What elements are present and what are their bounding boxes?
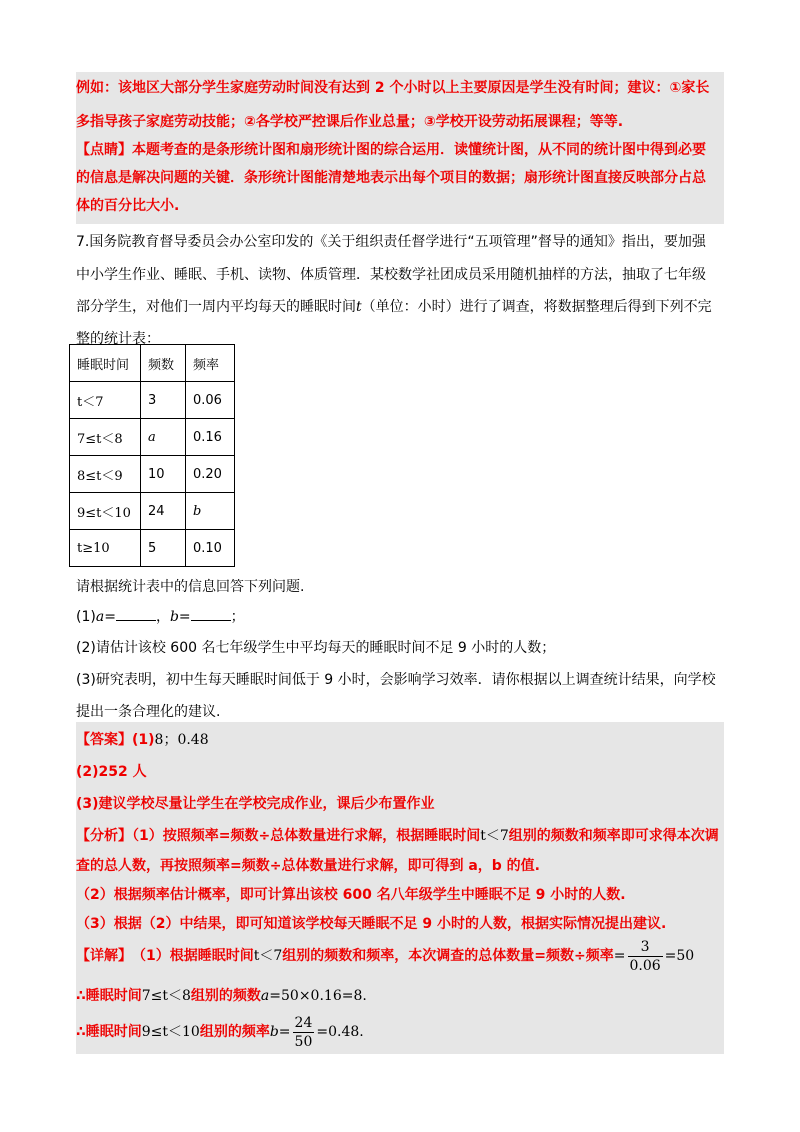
q1-eq-a: = [104, 609, 116, 625]
fraction-numerator: 24 [294, 1014, 313, 1031]
cell-frequency: a [141, 419, 186, 456]
detail-var-a: a [260, 988, 270, 1004]
question-line-3a: 部分学生，对他们一周内平均每天的睡眠时间 [76, 299, 356, 315]
cell-time: 8≤t＜9 [70, 456, 141, 493]
answer-1-value: 8；0.48 [154, 732, 209, 748]
subquestion-3-line-2: 提出一条合理化的建议. [76, 704, 221, 720]
detail-eq-1: = [613, 948, 626, 964]
detail-math-1: t＜7 [253, 948, 283, 964]
cell-time: 9≤t＜10 [70, 493, 141, 530]
analysis-label: 【分析】 [76, 828, 132, 844]
comment-line-1 [76, 140, 706, 160]
detail-text-2a: ∴睡眠时间 [76, 988, 142, 1004]
q1-eq-b: = [178, 609, 191, 625]
detail-math-3: 9≤t＜10 [141, 1024, 200, 1040]
instruction-line: 请根据统计表中的信息回答下列问题. [76, 579, 305, 595]
analysis-text-1a: （1）按照频率=频数÷总体数量进行求解，根据睡眠时间 [132, 828, 481, 844]
detail-text-3b: 组别的频率 [199, 1024, 270, 1040]
detail-text-3a: ∴睡眠时间 [76, 1024, 142, 1040]
cell-time: t＜7 [70, 382, 141, 419]
q1-prefix: (1) [76, 609, 96, 625]
answer-label: 【答案】 [76, 732, 132, 748]
detail-label: 【详解】 [76, 948, 132, 964]
cell-rate: b [186, 493, 235, 530]
cell-time: 7≤t＜8 [70, 419, 141, 456]
subquestion-1 [76, 606, 245, 627]
question-line-3b: （单位：小时）进行了调查，将数据整理后得到下列不完 [361, 299, 712, 315]
cell-time: t≥10 [70, 530, 141, 567]
q1-var-b: b [169, 609, 179, 625]
fraction-24-over-50 [293, 1014, 315, 1051]
q1-var-a: a [95, 609, 105, 625]
comment-label: 【点睛】 [76, 142, 132, 158]
detail-eq-3: = [278, 1024, 291, 1040]
variable-t: t [356, 299, 362, 315]
cell-rate: 0.20 [186, 456, 235, 493]
table-row [70, 382, 235, 419]
previous-solution-block [76, 72, 724, 224]
analysis-text-1b: 组别的频数和频率即可求得本次调 [508, 828, 719, 844]
q1-sep: ， [155, 609, 170, 625]
comment-line-3: 体的百分比大小. [76, 198, 180, 214]
analysis-line-3: （2）根据频率估计概率，即可计算出该校 600 名八年级学生中睡眠不足 9 小时的人数. [76, 887, 626, 903]
answer-block [76, 722, 724, 1054]
detail-math-2: 7≤t＜8 [141, 988, 191, 1004]
answer-blank-a [116, 606, 156, 621]
detail-expr-2: =50×0.16=8. [269, 988, 367, 1004]
question-line-2: 中小学生作业、睡眠、手机、读物、体质管理．某校数学社团成员采用随机抽样的方法，抽取了七年级 [76, 267, 706, 283]
question-line-1: 7.国务院教育督导委员会办公室印发的《关于组织责任督学进行“五项管理”督导的通知》指出，要加强 [76, 234, 706, 250]
header-time: 睡眠时间 [70, 345, 141, 382]
detail-var-b: b [269, 1024, 279, 1040]
table-row [70, 530, 235, 567]
analysis-math: t＜7 [480, 828, 509, 844]
cell-frequency: 5 [141, 530, 186, 567]
detail-line-3 [76, 1012, 364, 1052]
subquestion-3-line-1: (3)研究表明，初中生每天睡眠时间低于 9 小时，会影响学习效率．请你根据以上调查统计结果，向学校 [76, 672, 716, 688]
analysis-line-2: 查的总人数，再按照频率=频数÷总体数量进行求解，即可得到 a，b 的值. [76, 858, 540, 874]
detail-result-1: =50 [664, 948, 695, 964]
answer-line-1 [76, 730, 209, 750]
answer-blank-b [191, 606, 231, 621]
analysis-line-1 [76, 826, 719, 846]
fraction-numerator: 3 [640, 938, 650, 955]
fraction-denominator: 0.06 [629, 957, 661, 974]
detail-line-1 [76, 936, 694, 976]
detail-result-3: =0.48. [316, 1024, 364, 1040]
table-row [70, 456, 235, 493]
cell-frequency: 10 [141, 456, 186, 493]
fraction-3-over-0.06 [628, 938, 663, 975]
comment-text-1: 本题考查的是条形统计图和扇形统计图的综合运用．读懂统计图，从不同的统计图中得到必要 [132, 142, 706, 158]
answer-1-prefix: (1) [132, 732, 155, 748]
header-frequency: 频数 [141, 345, 186, 382]
example-line-1: 例如：该地区大部分学生家庭劳动时间没有达到 2 个小时以上主要原因是学生没有时间；建议：①家长 [76, 80, 710, 96]
detail-text-1b: 组别的频数和频率，本次调查的总体数量=频数÷频率 [282, 948, 614, 964]
cell-frequency: 3 [141, 382, 186, 419]
cell-rate: 0.06 [186, 382, 235, 419]
table-row [70, 419, 235, 456]
subquestion-2: (2)请估计该校 600 名七年级学生中平均每天的睡眠时间不足 9 小时的人数； [76, 640, 556, 656]
fraction-denominator: 50 [294, 1033, 313, 1050]
example-line-2: 多指导孩子家庭劳动技能；②各学校严控课后作业总量；③学校开设劳动拓展课程；等等. [76, 114, 624, 130]
q1-end: ； [230, 609, 245, 625]
cell-rate: 0.16 [186, 419, 235, 456]
cell-frequency: 24 [141, 493, 186, 530]
detail-text-1a: （1）根据睡眠时间 [132, 948, 254, 964]
header-rate: 频率 [186, 345, 235, 382]
comment-line-2: 的信息是解决问题的关键．条形统计图能清楚地表示出每个项目的数据；扇形统计图直接反映部分占总 [76, 170, 706, 186]
answer-line-2: (2)252 人 [76, 764, 147, 780]
analysis-line-4: （3）根据（2）中结果，即可知道该学校每天睡眠不足 9 小时的人数，根据实际情况提出建议. [76, 916, 667, 932]
table-row [70, 493, 235, 530]
detail-text-2b: 组别的频数 [190, 988, 261, 1004]
table-header-row [70, 345, 235, 382]
question-line-3 [76, 297, 712, 317]
question-line-4: 整的统计表： [76, 331, 160, 347]
cell-rate: 0.10 [186, 530, 235, 567]
detail-line-2 [76, 986, 367, 1006]
sleep-statistics-table [69, 344, 235, 567]
answer-line-3: (3)建议学校尽量让学生在学校完成作业，课后少布置作业 [76, 796, 435, 812]
